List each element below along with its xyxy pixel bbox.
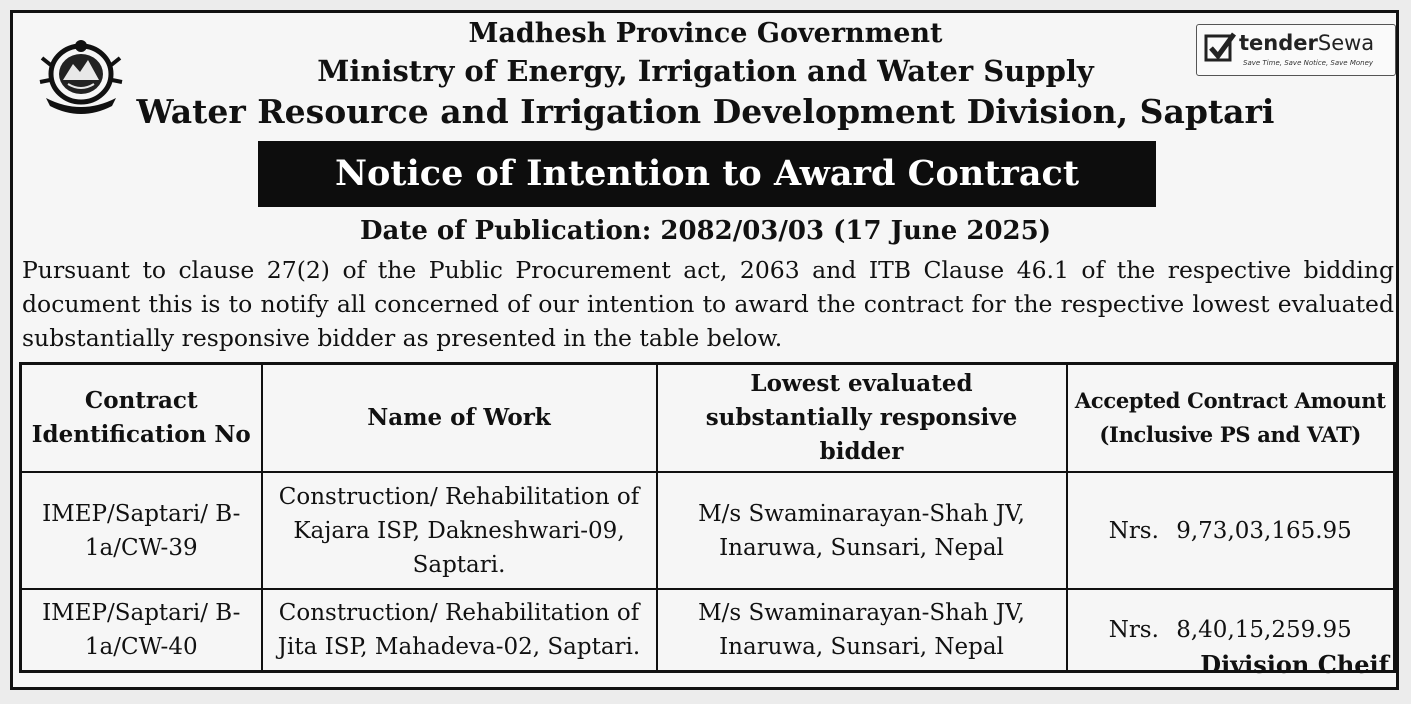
table-header-row (21, 364, 1395, 473)
header-contract-amount: Accepted Contract Amount (Inclusive PS and VAT) (1067, 364, 1395, 473)
brand-name-light: Sewa (1317, 31, 1375, 55)
brand-name-bold: tender (1239, 31, 1318, 55)
bidder-cell: M/s Swaminarayan-Shah JV, Inaruwa, Sunsari, Nepal (657, 472, 1067, 589)
ministry-name: Ministry of Energy, Irrigation and Water Supply (317, 54, 1094, 88)
contract-id-cell: IMEP/Saptari/ B-1a/CW-39 (21, 472, 262, 589)
work-name-cell: Construction/ Rehabilitation of Kajara ISP, Dakneshwari-09, Saptari. (262, 472, 657, 589)
signature-title: Division Cheif (1200, 650, 1389, 679)
header-name-of-work: Name of Work (262, 364, 657, 473)
work-name-cell: Construction/ Rehabilitation of Jita ISP, Mahadeva-02, Saptari. (262, 589, 657, 671)
bidder-cell: M/s Swaminarayan-Shah JV, Inaruwa, Sunsari, Nepal (657, 589, 1067, 671)
amount-cell: Nrs. 9,73,03,165.95 (1067, 472, 1395, 589)
government-name: Madhesh Province Government (468, 18, 943, 49)
brand-tagline: Save Time, Save Notice, Save Money (1243, 59, 1374, 67)
header-contract-id: Contract Identification No (21, 364, 262, 473)
notice-title: Notice of Intention to Award Contract (258, 141, 1156, 207)
notice-body: Pursuant to clause 27(2) of the Public Procurement act, 2063 and ITB Clause 46.1 of the respective bidding document this is to notify all concerned of our intention to award the contract for the respective lowest evaluated substantially responsive bidder as presented in the table below. (22, 256, 1394, 352)
award-table (19, 362, 1396, 673)
division-name: Water Resource and Irrigation Development Division, Saptari (136, 92, 1275, 131)
table-row (21, 472, 1395, 589)
contract-id-cell: IMEP/Saptari/ B-1a/CW-40 (21, 589, 262, 671)
table-row (21, 589, 1395, 671)
header-bidder: Lowest evaluated substantially responsive bidder (657, 364, 1067, 473)
amount-cell: Nrs. 8,40,15,259.95 (1067, 589, 1395, 671)
publication-date: Date of Publication: 2082/03/03 (17 June 2025) (359, 216, 1052, 246)
